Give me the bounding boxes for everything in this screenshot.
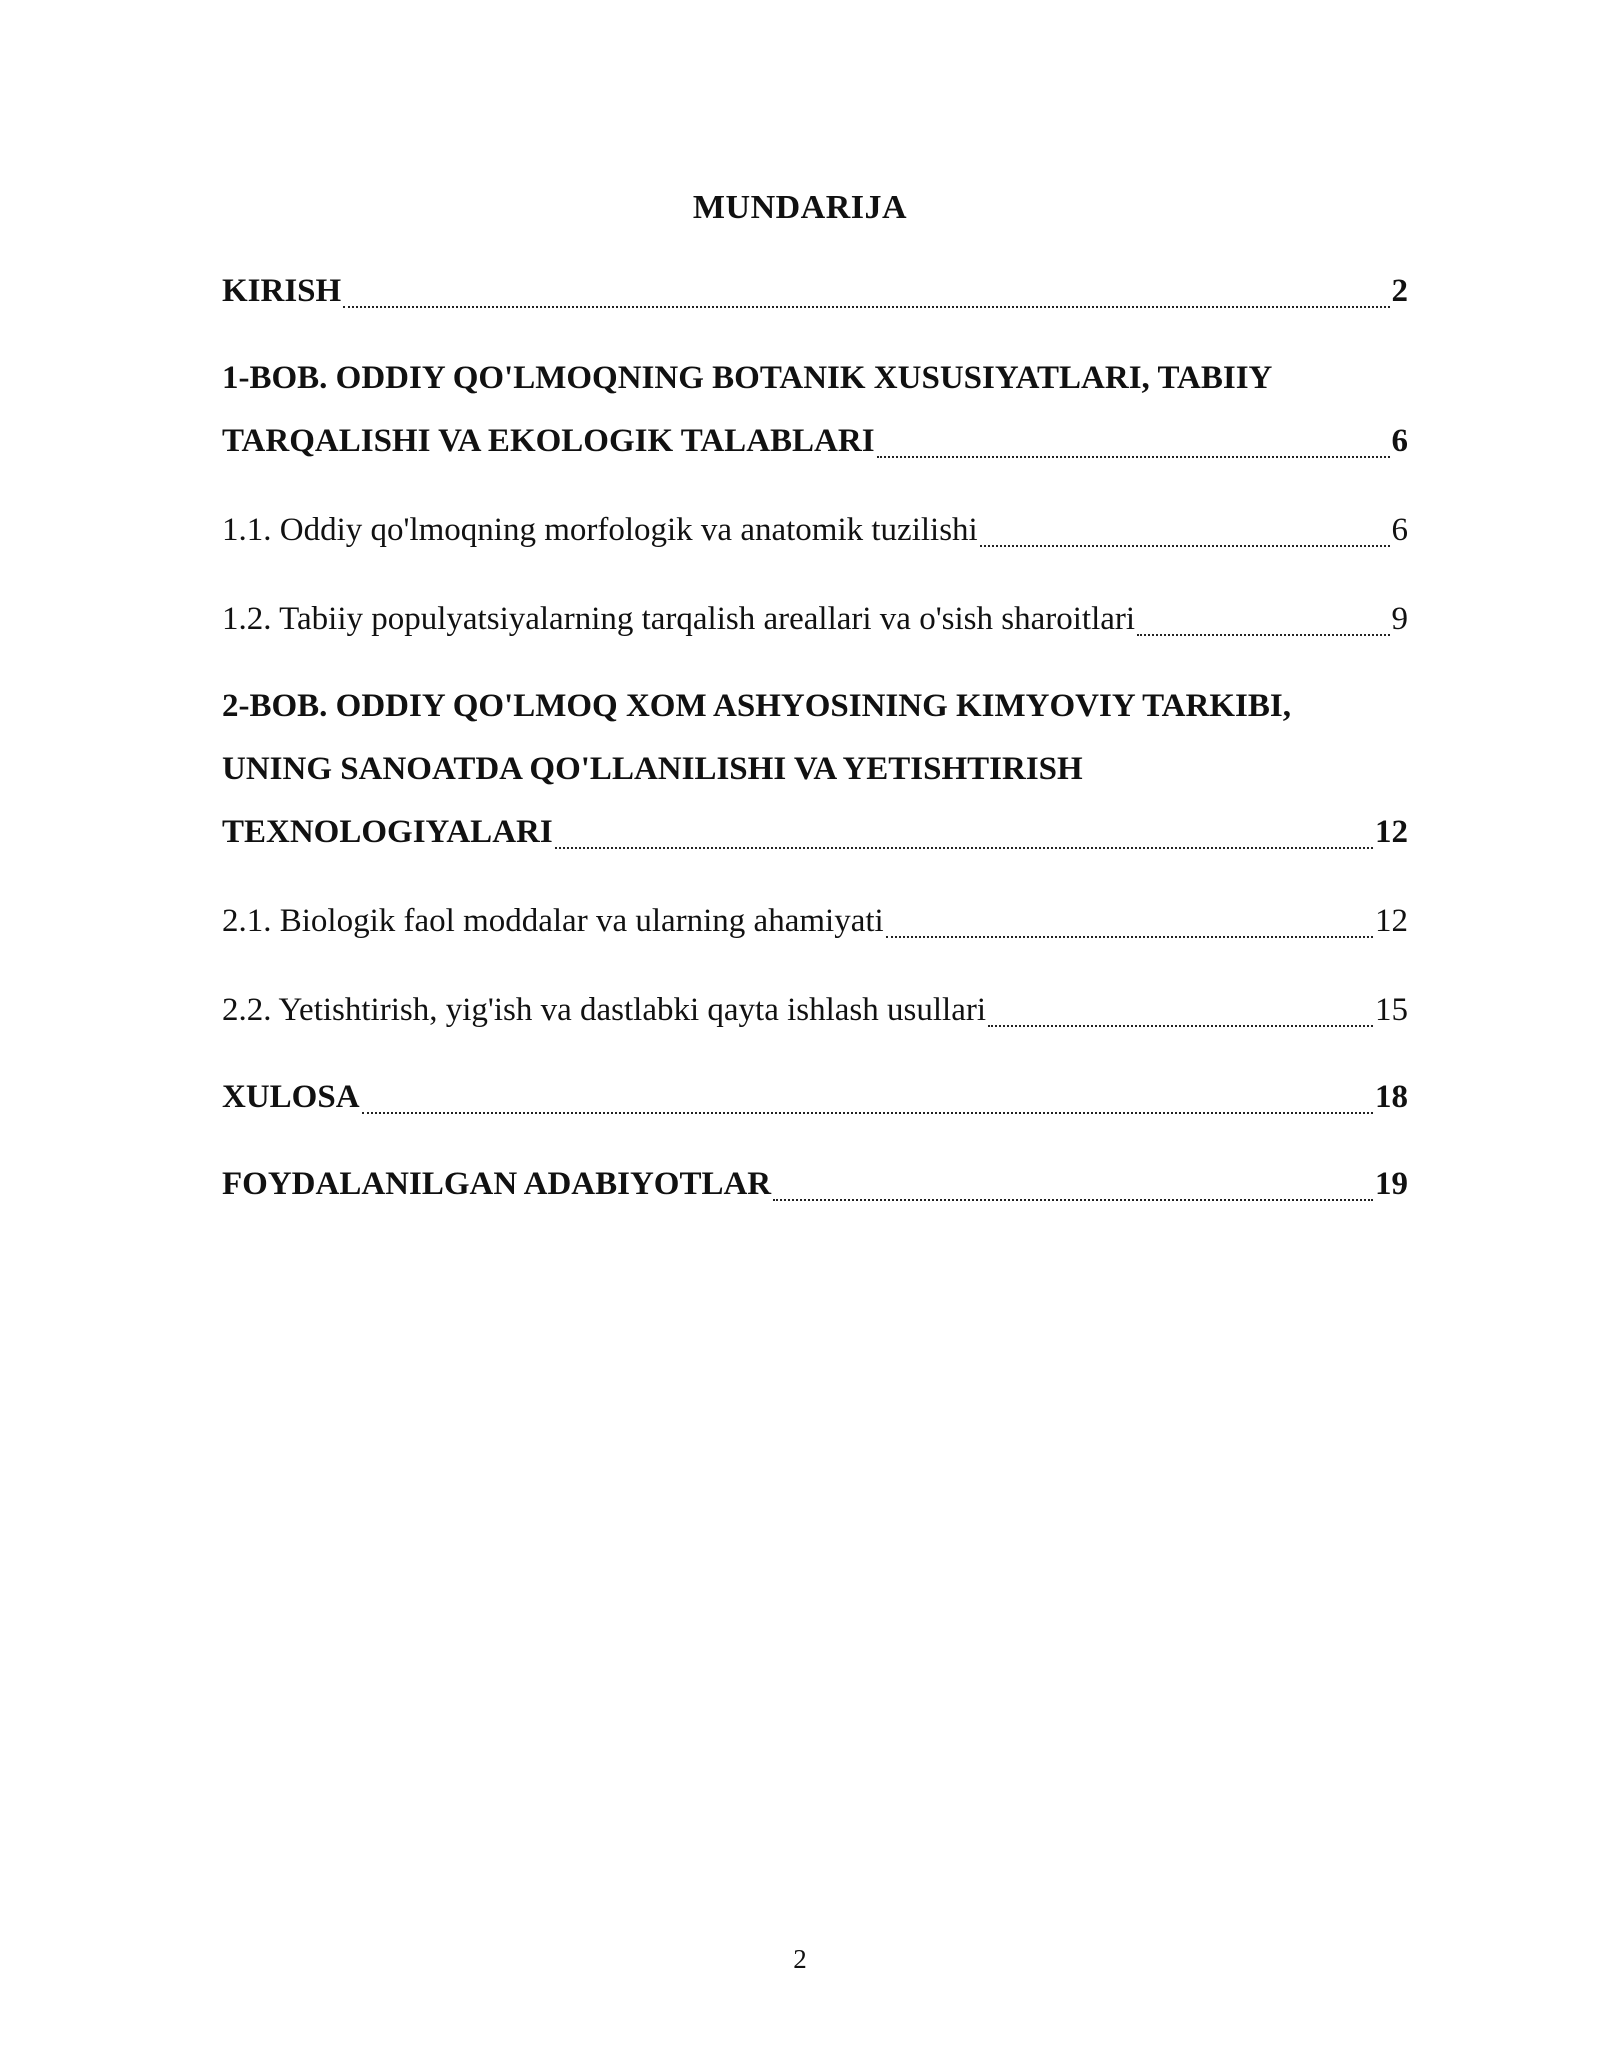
- toc-entry-title-line: UNING SANOATDA QO'LLANILISHI VA YETISHTIRISH: [222, 751, 1083, 787]
- toc-entry-references[interactable]: [222, 1153, 1408, 1216]
- toc-entry-section-1-1[interactable]: [222, 499, 1408, 562]
- table-of-contents: [222, 260, 1408, 1216]
- toc-entry-title-line: 1-BOB. ODDIY QO'LMOQNING BOTANIK XUSUSIYATLARI, TABIIY: [222, 360, 1273, 396]
- dot-leader: [773, 1199, 1373, 1201]
- toc-entry-title: 1.2. Tabiiy populyatsiyalarning tarqalish areallari va o'sish sharoitlari: [222, 601, 1136, 637]
- toc-entry-page: 2: [1391, 273, 1408, 309]
- toc-entry-title: 2.1. Biologik faol moddalar va ularning ahamiyati: [222, 903, 884, 939]
- toc-entry-page: 9: [1391, 601, 1408, 637]
- toc-entry-chapter-1[interactable]: [222, 347, 1408, 473]
- toc-entry-section-2-2[interactable]: [222, 979, 1408, 1042]
- toc-entry-title: 1.1. Oddiy qo'lmoqning morfologik va anatomik tuzilishi: [222, 512, 978, 548]
- toc-entry-title: KIRISH: [222, 273, 342, 309]
- toc-entry-page: 12: [1375, 814, 1408, 850]
- toc-entry-xulosa[interactable]: [222, 1066, 1408, 1129]
- toc-entry-section-2-1[interactable]: [222, 890, 1408, 953]
- toc-entry-page: 18: [1375, 1079, 1408, 1115]
- toc-entry-title: TEXNOLOGIYALARI: [222, 814, 553, 850]
- toc-entry-title: FOYDALANILGAN ADABIYOTLAR: [222, 1166, 772, 1202]
- toc-entry-page: 6: [1391, 423, 1408, 459]
- dot-leader: [555, 847, 1373, 849]
- toc-entry-chapter-2[interactable]: [222, 675, 1408, 864]
- dot-leader: [988, 1025, 1373, 1027]
- dot-leader: [362, 1112, 1373, 1114]
- dot-leader: [877, 456, 1390, 458]
- dot-leader: [343, 306, 1389, 308]
- toc-entry-title: XULOSA: [222, 1079, 360, 1115]
- toc-entry-page: 15: [1375, 992, 1408, 1028]
- toc-entry-kirish[interactable]: [222, 260, 1408, 323]
- toc-entry-title: TARQALISHI VA EKOLOGIK TALABLARI: [222, 423, 875, 459]
- toc-entry-title-line: 2-BOB. ODDIY QO'LMOQ XOM ASHYOSINING KIMYOVIY TARKIBI,: [222, 688, 1291, 724]
- dot-leader: [886, 936, 1373, 938]
- toc-entry-section-1-2[interactable]: [222, 588, 1408, 651]
- toc-title: MUNDARIJA: [692, 189, 908, 226]
- toc-entry-page: 6: [1391, 512, 1408, 548]
- toc-entry-page: 12: [1375, 903, 1408, 939]
- footer-page-number: 2: [793, 1944, 807, 1974]
- dot-leader: [980, 545, 1390, 547]
- toc-entry-title: 2.2. Yetishtirish, yig'ish va dastlabki qayta ishlash usullari: [222, 992, 986, 1028]
- toc-entry-page: 19: [1375, 1166, 1408, 1202]
- dot-leader: [1137, 634, 1389, 636]
